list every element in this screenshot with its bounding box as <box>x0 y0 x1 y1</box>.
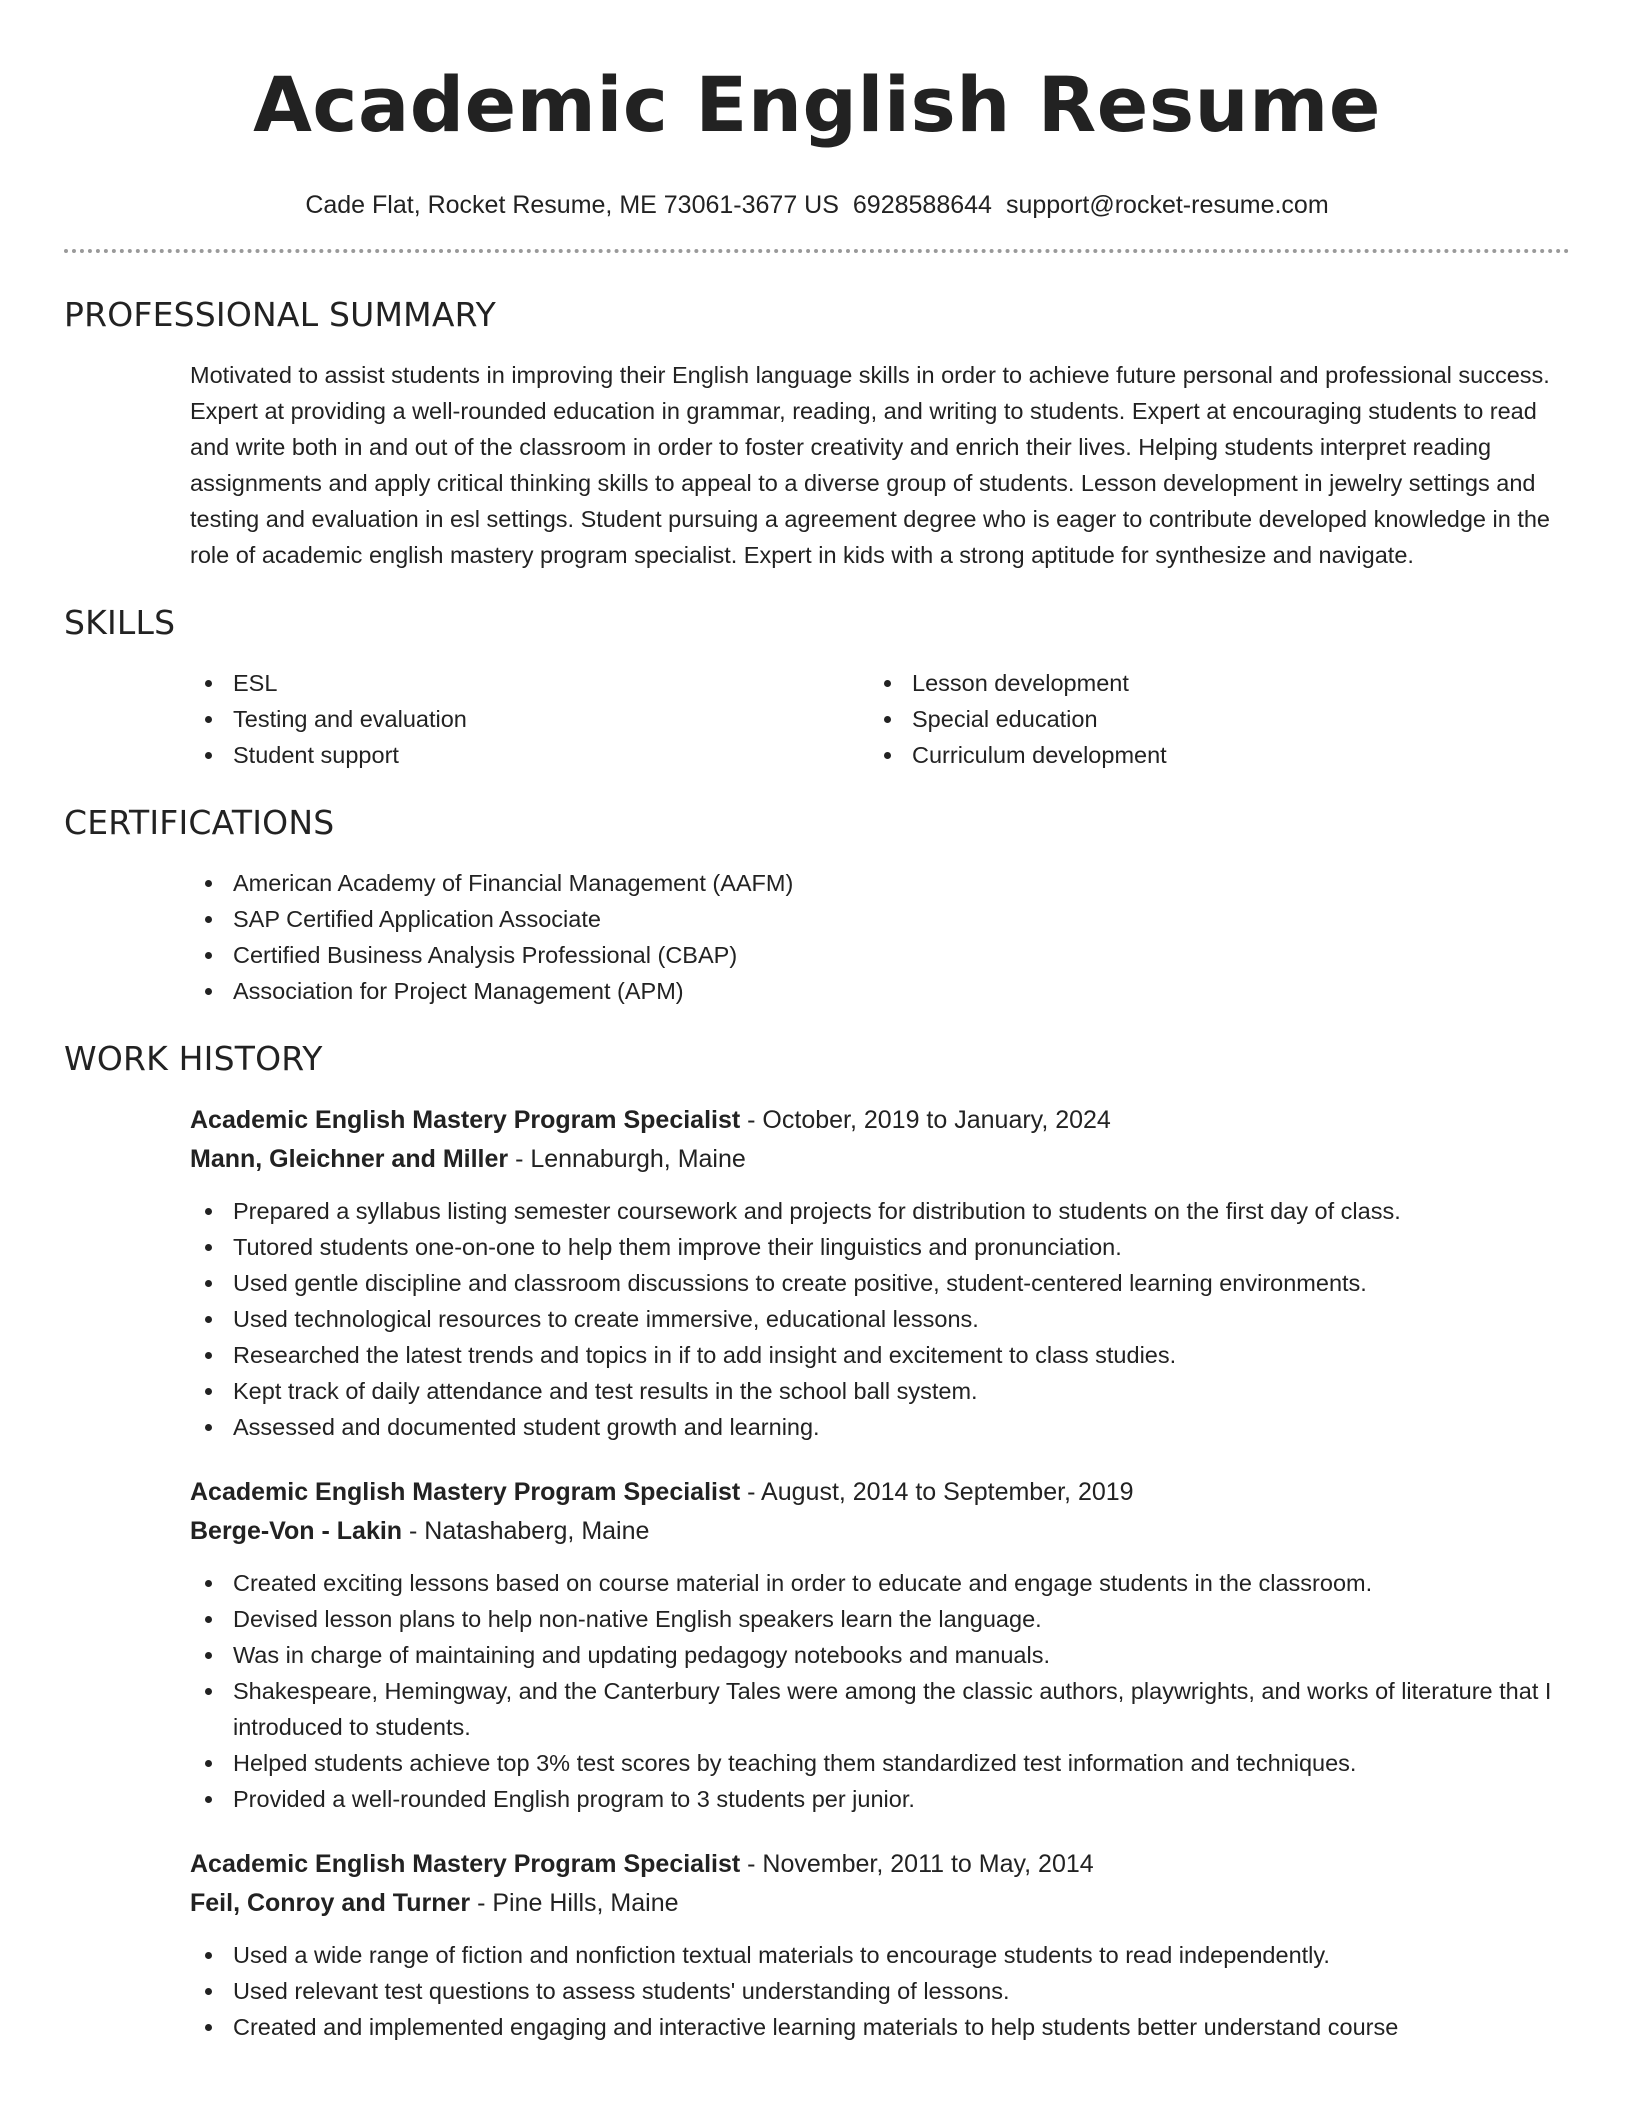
job-dates: - November, 2011 to May, 2014 <box>740 1850 1094 1878</box>
job-duty: Devised lesson plans to help non-native English speakers learn the language. <box>190 1601 1570 1637</box>
job-company-line <box>190 1884 1570 1923</box>
work-history-heading: WORK HISTORY <box>64 1039 323 1078</box>
contact-email: support@rocket-resume.com <box>1005 191 1329 219</box>
job-duty: Created and implemented engaging and interactive learning materials to help students better understand course <box>190 2009 1570 2045</box>
job-title-line <box>190 1101 1570 1140</box>
job-duty: Assessed and documented student growth and learning. <box>190 1409 1570 1445</box>
skill-item: Testing and evaluation <box>190 701 869 737</box>
job-location: - Lennaburgh, Maine <box>508 1145 746 1173</box>
contact-info <box>64 190 1570 220</box>
summary-heading: PROFESSIONAL SUMMARY <box>64 295 496 334</box>
skill-item: Special education <box>869 701 1570 737</box>
job-duty: Provided a well-rounded English program to 3 students per junior. <box>190 1781 1570 1817</box>
job-entry <box>190 1473 1570 1817</box>
header-divider <box>64 249 1570 253</box>
work-history-list <box>190 1101 1570 2045</box>
job-duty: Kept track of daily attendance and test results in the school ball system. <box>190 1373 1570 1409</box>
job-duty: Shakespeare, Hemingway, and the Canterbury Tales were among the classic authors, playwrights, and works of literature that I introduced to students. <box>190 1673 1570 1745</box>
skills-grid <box>190 665 1570 773</box>
job-duty: Used relevant test questions to assess students' understanding of lessons. <box>190 1973 1570 2009</box>
job-dates: - August, 2014 to September, 2019 <box>740 1478 1134 1506</box>
job-duties <box>190 1193 1570 1445</box>
work-history-section <box>64 1039 1570 2045</box>
job-duty: Helped students achieve top 3% test scores by teaching them standardized test information and techniques. <box>190 1745 1570 1781</box>
summary-section <box>64 295 1570 573</box>
job-duties <box>190 1937 1570 2045</box>
job-title: Academic English Mastery Program Specialist <box>190 1850 741 1878</box>
job-company: Feil, Conroy and Turner <box>190 1889 471 1917</box>
job-duty: Used gentle discipline and classroom discussions to create positive, student-centered learning environments. <box>190 1265 1570 1301</box>
job-duty: Used a wide range of fiction and nonfiction textual materials to encourage students to read independently. <box>190 1937 1570 1973</box>
job-duty: Tutored students one-on-one to help them improve their linguistics and pronunciation. <box>190 1229 1570 1265</box>
job-company: Berge-Von - Lakin <box>190 1517 403 1545</box>
job-title: Academic English Mastery Program Specialist <box>190 1478 741 1506</box>
job-company-line <box>190 1140 1570 1179</box>
certification-item: SAP Certified Application Associate <box>190 901 1570 937</box>
certifications-list <box>190 865 1570 1009</box>
job-location: - Natashaberg, Maine <box>402 1517 650 1545</box>
certification-item: Certified Business Analysis Professional (CBAP) <box>190 937 1570 973</box>
job-title-line <box>190 1845 1570 1884</box>
job-duty: Prepared a syllabus listing semester coursework and projects for distribution to students on the first day of class. <box>190 1193 1570 1229</box>
job-duty: Researched the latest trends and topics in if to add insight and excitement to class studies. <box>190 1337 1570 1373</box>
job-entry <box>190 1101 1570 1445</box>
certification-item: Association for Project Management (APM) <box>190 973 1570 1009</box>
job-location: - Pine Hills, Maine <box>470 1889 679 1917</box>
contact-address: Cade Flat, Rocket Resume, ME 73061-3677 US <box>305 191 839 219</box>
job-duty: Used technological resources to create immersive, educational lessons. <box>190 1301 1570 1337</box>
resume-title: Academic English Resume <box>253 60 1381 149</box>
skill-item: Lesson development <box>869 665 1570 701</box>
job-duty: Was in charge of maintaining and updating pedagogy notebooks and manuals. <box>190 1637 1570 1673</box>
job-entry <box>190 1845 1570 2045</box>
resume-page <box>64 0 1570 2112</box>
skills-left-list <box>64 665 869 773</box>
job-title: Academic English Mastery Program Specialist <box>190 1106 741 1134</box>
skill-item: ESL <box>190 665 869 701</box>
job-duties <box>190 1565 1570 1817</box>
certification-item: American Academy of Financial Management (AAFM) <box>190 865 1570 901</box>
skill-item: Student support <box>190 737 869 773</box>
skills-heading: SKILLS <box>64 603 176 642</box>
skills-right-list <box>869 665 1570 773</box>
job-duty: Created exciting lessons based on course material in order to educate and engage students in the classroom. <box>190 1565 1570 1601</box>
job-company-line <box>190 1512 1570 1551</box>
job-company: Mann, Gleichner and Miller <box>190 1145 509 1173</box>
contact-phone: 6928588644 <box>852 191 992 219</box>
skill-item: Curriculum development <box>869 737 1570 773</box>
job-title-line <box>190 1473 1570 1512</box>
job-dates: - October, 2019 to January, 2024 <box>740 1106 1111 1134</box>
certifications-section <box>64 803 1570 1009</box>
skills-section <box>64 603 1570 773</box>
certifications-heading: CERTIFICATIONS <box>64 803 335 842</box>
summary-text: Motivated to assist students in improving their English language skills in order to achieve future personal and professional success. Expert at providing a well-rounded education in grammar, reading, and writing to students. Expert at encouraging students to read and write both in and out of the classroom in order to foster creativity and enrich their lives. Helping students interpret reading assignments and apply critical thinking skills to appeal to a diverse group of students. Lesson development in jewelry settings and testing and evaluation in esl settings. Student pursuing a agreement degree who is eager to contribute developed knowledge in the role of academic english mastery program specialist. Expert in kids with a strong aptitude for synthesize and navigate. <box>190 362 1550 568</box>
